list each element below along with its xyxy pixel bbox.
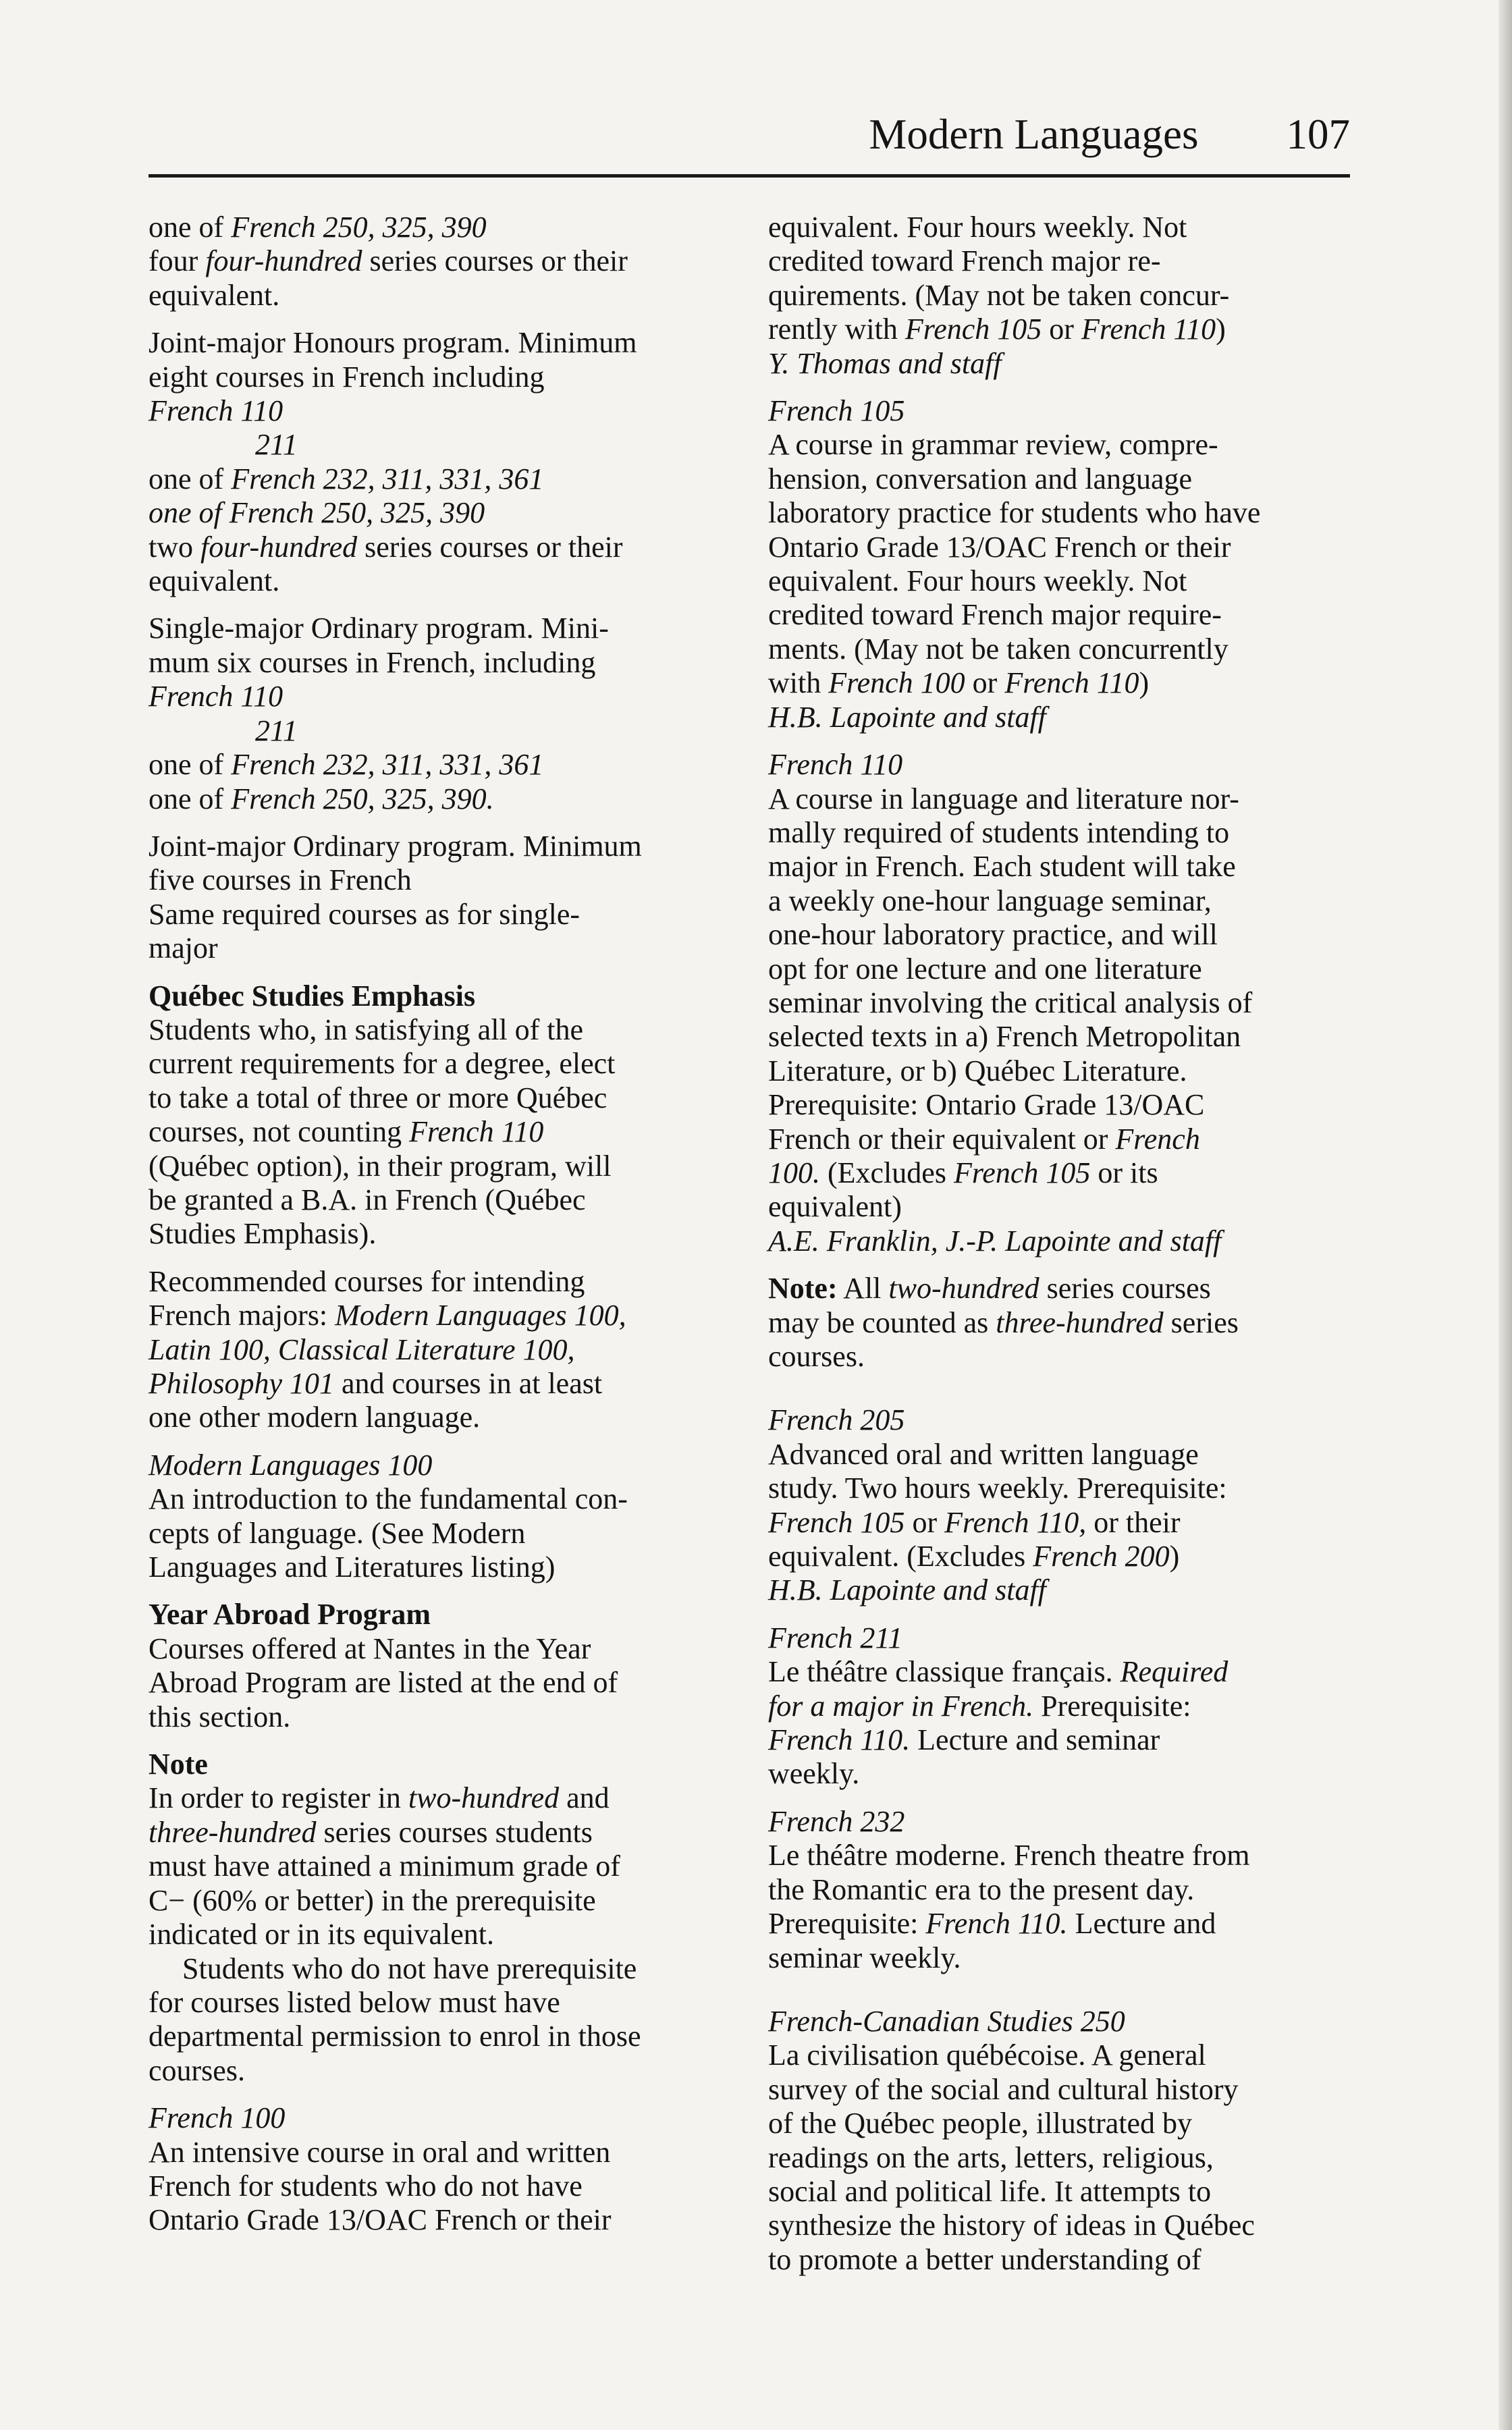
text-line: to take a total of three or more Québec	[148, 1081, 608, 1114]
text-line: French 110	[409, 1115, 544, 1149]
text-line: opt for one lecture and one literature	[768, 952, 1202, 986]
text-line: one of	[148, 462, 232, 495]
text-line: Joint-major Honours program. Minimum	[148, 326, 637, 360]
text-line: four-hundred	[205, 244, 362, 278]
text-line: In order to register in	[148, 1781, 408, 1815]
text-line: French 110	[148, 394, 284, 428]
text-line: seminar involving the critical analysis of	[768, 986, 1253, 1019]
text-line: Le théâtre moderne. French theatre from	[768, 1839, 1250, 1872]
course-title: French 211	[768, 1621, 903, 1654]
text-line: series courses or their	[362, 244, 628, 278]
text-line: French 110.	[925, 1907, 1068, 1941]
text-line	[148, 1367, 729, 1401]
joint-major-honours-program	[148, 326, 729, 598]
instructor: H.B. Lapointe and staff	[768, 1573, 1046, 1607]
text-line: Literature, or b) Québec Literature.	[768, 1054, 1187, 1087]
text-line	[768, 1306, 1350, 1340]
text-line	[768, 1506, 1350, 1540]
text-line	[768, 313, 1350, 346]
text-line: French 232, 311, 331, 361	[231, 462, 544, 495]
text-line: (Excludes	[820, 1156, 954, 1189]
header-rule	[148, 174, 1350, 178]
text-line: French or their equivalent or	[768, 1122, 1116, 1156]
text-line: one other modern language.	[148, 1401, 481, 1434]
text-line: the Romantic era to the present day.	[768, 1872, 1195, 1906]
text-line: courses, not counting	[148, 1115, 410, 1149]
text-line: An intensive course in oral and written	[148, 2135, 611, 2169]
text-line: Studies Emphasis).	[148, 1217, 377, 1251]
text-line	[768, 1123, 1350, 1156]
text-line: French 250, 325, 390	[231, 211, 487, 244]
text-line: must have attained a minimum grade of	[148, 1850, 620, 1883]
text-line: C− (60% or better) in the prerequisite	[148, 1883, 596, 1917]
text-line: Joint-major Ordinary program. Minimum	[148, 829, 642, 863]
instructor: A.E. Franklin, J.-P. Lapointe and staff	[768, 1224, 1222, 1258]
text-line: La civilisation québécoise. A general	[768, 2039, 1206, 2072]
text-line: ments. (May not be taken concurrently	[768, 632, 1228, 666]
text-line: )	[1139, 666, 1150, 700]
text-line: two	[148, 530, 200, 564]
text-line	[148, 462, 729, 496]
text-line: equivalent. Four hours weekly. Not	[768, 211, 1187, 244]
text-line: or	[965, 666, 1005, 700]
text-line: of the Québec people, illustrated by	[768, 2107, 1193, 2140]
course-title: Modern Languages 100	[148, 1448, 433, 1482]
text-line	[148, 531, 729, 564]
course-title: French 205	[768, 1403, 905, 1437]
text-line: Note:	[768, 1272, 838, 1305]
text-line: one-hour laboratory practice, and will	[768, 918, 1218, 952]
text-line: French 110	[1004, 666, 1139, 700]
text-line: French majors:	[148, 1299, 335, 1332]
text-line: series	[1163, 1305, 1239, 1339]
text-line: French 105	[768, 1505, 905, 1539]
text-line: )	[1216, 313, 1226, 346]
text-line: mum six courses in French, including	[148, 645, 596, 679]
instructor: Y. Thomas and staff	[768, 346, 1002, 380]
text-line	[768, 1272, 1350, 1305]
text-line	[768, 1907, 1350, 1941]
text-line: French 100	[828, 666, 965, 700]
text-line: may be counted as	[768, 1305, 996, 1339]
page-header	[836, 107, 1350, 162]
text-line: A course in grammar review, compre-	[768, 428, 1218, 462]
text-line	[148, 1115, 729, 1149]
course-title: French 105	[768, 394, 905, 428]
text-line: survey of the social and cultural history	[768, 2072, 1239, 2106]
text-line: Prerequisite:	[768, 1907, 926, 1941]
course-french-205	[768, 1403, 1350, 1607]
year-abroad-heading: Year Abroad Program	[148, 1598, 431, 1631]
text-line: French 110.	[768, 1723, 911, 1757]
joint-major-ordinary-program	[148, 830, 729, 966]
text-line: weekly.	[768, 1757, 860, 1791]
text-line: readings on the arts, letters, religious,	[768, 2140, 1214, 2174]
text-line: two-hundred	[888, 1272, 1040, 1305]
course-french-canadian-studies-250	[768, 2005, 1350, 2277]
text-line: )	[1169, 1540, 1180, 1573]
left-column	[148, 211, 729, 2251]
text-line: Modern Languages 100,	[335, 1299, 626, 1332]
text-line: three-hundred	[148, 1815, 317, 1849]
text-line	[148, 211, 729, 244]
text-line: credited toward French major re-	[768, 244, 1161, 278]
text-line: a weekly one-hour language seminar,	[768, 884, 1212, 917]
text-line: Students who, in satisfying all of the	[148, 1013, 584, 1046]
text-line: credited toward French major require-	[768, 598, 1222, 632]
text-line: selected texts in a) French Metropolitan	[768, 1020, 1241, 1054]
text-line: with	[768, 666, 829, 700]
text-line: Single-major Ordinary program. Mini-	[148, 612, 609, 645]
course-french-232	[768, 1805, 1350, 1975]
text-line: equivalent. (Excludes	[768, 1540, 1033, 1573]
text-line: (Québec option), in their program, will	[148, 1149, 612, 1183]
text-line: series courses	[1039, 1272, 1211, 1305]
note-heading: Note	[148, 1748, 208, 1781]
text-line: Ontario Grade 13/OAC French or their	[148, 2203, 612, 2237]
text-line: French for students who do not have	[148, 2169, 583, 2203]
text-line: for courses listed below must have	[148, 1985, 560, 2019]
text-line: series courses or their	[357, 530, 623, 564]
two-hundred-series-note	[768, 1272, 1350, 1374]
text-line: indicated or in its equivalent.	[148, 1918, 494, 1951]
text-line: eight courses in French including	[148, 360, 545, 394]
text-line: or its	[1090, 1156, 1158, 1189]
text-line: 211	[255, 428, 298, 462]
text-line	[768, 1156, 1350, 1190]
text-line: laboratory practice for students who have	[768, 496, 1261, 530]
text-line: Abroad Program are listed at the end of	[148, 1666, 618, 1700]
text-line: equivalent)	[768, 1190, 902, 1224]
text-line: courses.	[148, 2053, 245, 2087]
text-line: one of French 250, 325, 390	[148, 496, 485, 530]
text-line: for a major in French.	[768, 1689, 1034, 1723]
text-line: or	[905, 1505, 945, 1539]
quebec-studies-heading: Québec Studies Emphasis	[148, 979, 476, 1013]
text-line: quirements. (May not be taken concur-	[768, 278, 1230, 312]
text-line	[148, 1781, 729, 1815]
text-line: be granted a B.A. in French (Québec	[148, 1183, 586, 1216]
text-line: Philosophy 101	[148, 1367, 334, 1400]
text-line: Recommended courses for intending	[148, 1264, 585, 1298]
text-line: courses.	[768, 1340, 865, 1373]
text-line: series courses students	[316, 1815, 593, 1849]
quebec-studies-emphasis	[148, 979, 729, 1251]
text-line: four-hundred	[200, 530, 358, 564]
text-line: one of	[148, 211, 232, 244]
text-line	[148, 244, 729, 278]
text-line: French	[1115, 1122, 1200, 1156]
text-line: French 110	[1081, 313, 1216, 346]
text-line: Students who do not have prerequisite	[182, 1951, 637, 1985]
course-title: French 110	[768, 748, 903, 782]
course-french-100	[148, 2101, 729, 2238]
text-line: study. Two hours weekly. Prerequisite:	[768, 1472, 1227, 1505]
text-line: 211	[255, 713, 298, 747]
text-line: Latin 100, Classical Literature 100,	[148, 1332, 575, 1366]
course-title: French 100	[148, 2101, 286, 2135]
section-title: Modern Languages	[869, 111, 1199, 158]
text-line: rently with	[768, 313, 905, 346]
text-line: Prerequisite:	[1033, 1689, 1191, 1723]
text-line: cepts of language. (See Modern	[148, 1516, 526, 1550]
text-line: Same required courses as for single-	[148, 897, 580, 931]
text-line: equivalent.	[148, 564, 280, 598]
year-abroad-program	[148, 1598, 729, 1734]
text-line: French 200	[1033, 1540, 1170, 1573]
text-line: Courses offered at Nantes in the Year	[148, 1631, 591, 1665]
text-line	[768, 1690, 1350, 1723]
single-major-ordinary-program	[148, 612, 729, 815]
text-line: major	[148, 932, 218, 965]
text-line	[148, 1816, 729, 1850]
text-line	[768, 1655, 1350, 1689]
text-line: French 105	[905, 313, 1042, 346]
course-title: French 232	[768, 1804, 905, 1838]
text-line: Lecture and seminar	[910, 1723, 1160, 1757]
course-french-211	[768, 1621, 1350, 1791]
instructor: H.B. Lapointe and staff	[768, 700, 1046, 734]
text-line	[148, 748, 729, 782]
text-line: current requirements for a degree, elect	[148, 1047, 616, 1081]
text-line: synthesize the history of ideas in Québec	[768, 2209, 1255, 2242]
text-line: one of	[148, 782, 232, 815]
text-line: departmental permission to enrol in those	[148, 2020, 641, 2053]
text-line: Ontario Grade 13/OAC French or their	[768, 530, 1231, 564]
text-line: hension, conversation and language	[768, 462, 1193, 495]
text-line: French 110	[148, 680, 284, 713]
right-column	[768, 211, 1350, 2290]
text-line: or their	[1086, 1505, 1181, 1539]
text-line: equivalent.	[148, 278, 280, 312]
text-line: this section.	[148, 1700, 291, 1733]
text-line: social and political life. It attempts to	[768, 2174, 1212, 2208]
course-title: French-Canadian Studies 250	[768, 2004, 1125, 2038]
text-line: one of	[148, 748, 232, 782]
text-line	[768, 1723, 1350, 1757]
text-line: Prerequisite: Ontario Grade 13/OAC	[768, 1088, 1205, 1122]
text-line: or	[1042, 313, 1081, 346]
text-line	[768, 666, 1350, 700]
text-line	[148, 1299, 729, 1332]
text-line: French 110,	[944, 1505, 1087, 1539]
text-line	[768, 1540, 1350, 1573]
text-line: four	[148, 244, 206, 278]
text-line: Required	[1120, 1655, 1228, 1689]
french-major-requirements-cont	[148, 211, 729, 313]
recommended-courses	[148, 1265, 729, 1435]
text-line: two-hundred	[408, 1781, 560, 1815]
text-line: French 105	[953, 1156, 1091, 1189]
text-line: Le théâtre classique français.	[768, 1655, 1120, 1689]
course-french-110	[768, 748, 1350, 1258]
page-edge-shadow	[1498, 0, 1512, 2430]
text-line: equivalent. Four hours weekly. Not	[768, 564, 1187, 598]
text-line: seminar weekly.	[768, 1941, 961, 1974]
text-line	[148, 782, 729, 816]
text-line: to promote a better understanding of	[768, 2242, 1202, 2276]
course-french-105	[768, 394, 1350, 734]
text-line: Lecture and	[1067, 1907, 1216, 1941]
text-line: five courses in French	[148, 863, 412, 897]
registration-note	[148, 1748, 729, 2088]
course-modern-languages-100	[148, 1449, 729, 1585]
text-line: A course in language and literature nor-	[768, 782, 1239, 815]
text-line: and	[559, 1781, 610, 1815]
text-line: French 250, 325, 390.	[231, 782, 494, 815]
course-french-100-continued	[768, 211, 1350, 381]
text-line: 100.	[768, 1156, 820, 1189]
text-line: and courses in at least	[333, 1367, 603, 1400]
text-line: mally required of students intending to	[768, 815, 1230, 849]
text-line: All	[837, 1272, 889, 1305]
text-line: French 232, 311, 331, 361	[231, 748, 544, 782]
text-line: Advanced oral and written language	[768, 1437, 1199, 1471]
text-line: three-hundred	[996, 1305, 1164, 1339]
text-line: An introduction to the fundamental con-	[148, 1482, 628, 1516]
text-line: Languages and Literatures listing)	[148, 1550, 556, 1584]
text-line: major in French. Each student will take	[768, 850, 1236, 884]
page-number: 107	[1286, 111, 1350, 158]
